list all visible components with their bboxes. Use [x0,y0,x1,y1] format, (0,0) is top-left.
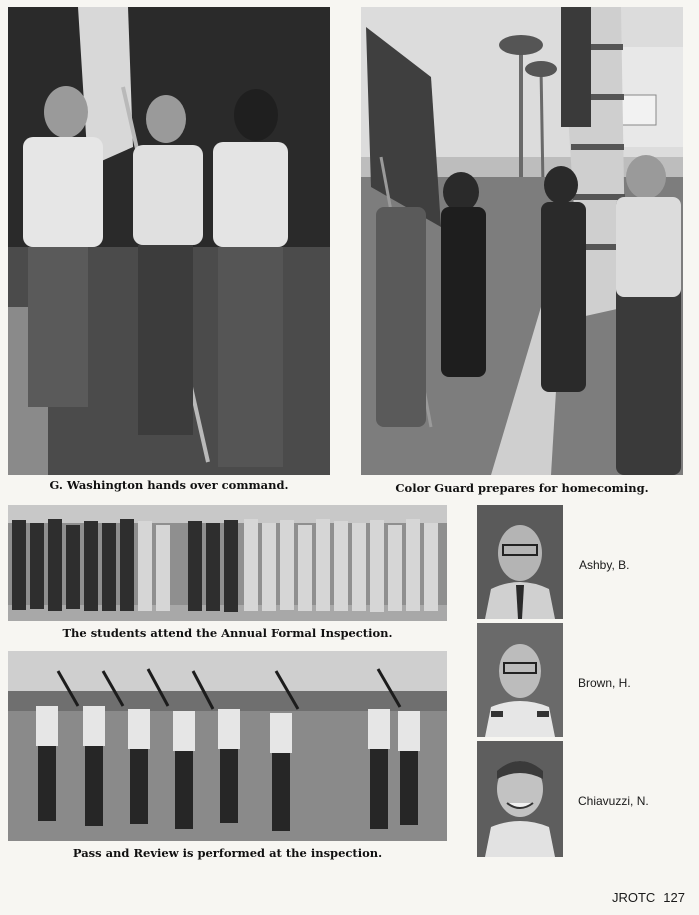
caption-color-guard: Color Guard prepares for homecoming. [395,481,649,495]
portrait-brown [477,623,563,737]
section-label: JROTC [611,890,656,905]
caption-pass-and-review: Pass and Review is performed at the inspection. [72,846,383,860]
photo-color-guard [361,7,683,475]
page-footer [612,890,685,905]
faculty-name-ashby: Ashby, B. [579,558,630,572]
portrait-ashby [477,505,563,619]
photo-command-handover [8,7,330,475]
photo-formal-inspection [8,505,447,621]
photo-pass-and-review [8,651,447,841]
caption-formal-inspection: The students attend the Annual Formal Inspection. [62,626,393,640]
faculty-name-chiavuzzi: Chiavuzzi, N. [578,794,649,808]
faculty-name-brown: Brown, H. [578,676,631,690]
page-number: 127 [663,890,685,905]
caption-command-handover: G. Washington hands over command. [49,478,289,492]
portrait-chiavuzzi [477,741,563,857]
